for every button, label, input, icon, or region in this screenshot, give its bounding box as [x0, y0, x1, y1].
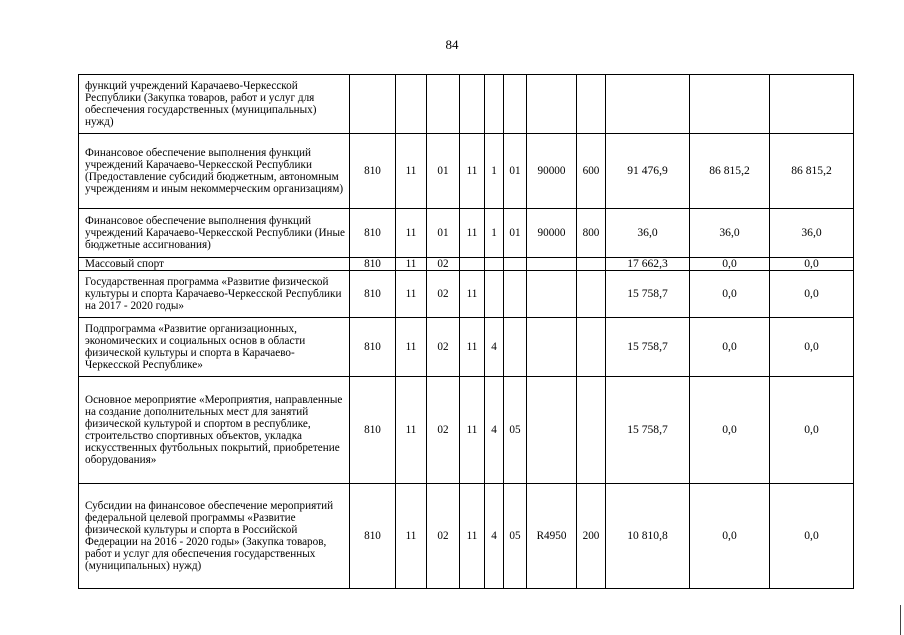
amount-col2: 0,0	[690, 377, 770, 484]
section-code	[396, 75, 427, 134]
amount-col1	[606, 75, 690, 134]
amount-col3: 0,0	[770, 484, 854, 589]
event-code	[504, 271, 527, 318]
subprogram-code: 4	[485, 318, 504, 377]
subsection-code: 02	[427, 484, 460, 589]
event-code: 01	[504, 134, 527, 209]
amount-col3: 0,0	[770, 318, 854, 377]
program-code: 11	[460, 377, 485, 484]
ministry-code: 810	[350, 484, 396, 589]
section-code: 11	[396, 484, 427, 589]
amount-col3: 36,0	[770, 209, 854, 258]
row-name: Государственная программа «Развитие физической культуры и спорта Карачаево-Черкесской Республики на 2017 - 2020 годы»	[79, 271, 350, 318]
amount-col3	[770, 75, 854, 134]
amount-col3: 0,0	[770, 377, 854, 484]
table-row	[79, 209, 854, 258]
ministry-code: 810	[350, 134, 396, 209]
event-code	[504, 75, 527, 134]
expense-type-code: 800	[577, 209, 606, 258]
event-code	[504, 258, 527, 271]
section-code: 11	[396, 377, 427, 484]
event-code: 01	[504, 209, 527, 258]
ministry-code: 810	[350, 258, 396, 271]
subsection-code: 01	[427, 209, 460, 258]
subsection-code: 02	[427, 258, 460, 271]
amount-col2: 86 815,2	[690, 134, 770, 209]
subprogram-code: 1	[485, 209, 504, 258]
subsection-code: 02	[427, 377, 460, 484]
section-code: 11	[396, 258, 427, 271]
program-code: 11	[460, 271, 485, 318]
amount-col2	[690, 75, 770, 134]
amount-col1: 15 758,7	[606, 271, 690, 318]
expense-type-code	[577, 258, 606, 271]
row-name: функций учреждений Карачаево-Черкесской Республики (Закупка товаров, работ и услуг для обеспечения государственных (муниципальных) нужд)	[79, 75, 350, 134]
row-name: Финансовое обеспечение выполнения функций учреждений Карачаево-Черкесской Республики (Иные бюджетные ассигнования)	[79, 209, 350, 258]
amount-col2: 0,0	[690, 258, 770, 271]
direction-code: 90000	[527, 134, 577, 209]
subprogram-code: 4	[485, 484, 504, 589]
subprogram-code: 4	[485, 377, 504, 484]
amount-col1: 36,0	[606, 209, 690, 258]
subprogram-code	[485, 75, 504, 134]
event-code: 05	[504, 484, 527, 589]
expense-type-code	[577, 75, 606, 134]
expense-type-code	[577, 318, 606, 377]
direction-code: R4950	[527, 484, 577, 589]
budget-table	[78, 74, 854, 589]
program-code: 11	[460, 134, 485, 209]
row-name: Массовый спорт	[79, 258, 350, 271]
event-code	[504, 318, 527, 377]
amount-col2: 0,0	[690, 271, 770, 318]
section-code: 11	[396, 134, 427, 209]
scan-edge-mark	[900, 605, 901, 635]
amount-col3: 0,0	[770, 258, 854, 271]
expense-type-code	[577, 271, 606, 318]
direction-code: 90000	[527, 209, 577, 258]
ministry-code: 810	[350, 271, 396, 318]
subprogram-code: 1	[485, 134, 504, 209]
ministry-code: 810	[350, 377, 396, 484]
amount-col1: 10 810,8	[606, 484, 690, 589]
subsection-code: 01	[427, 134, 460, 209]
subprogram-code	[485, 258, 504, 271]
amount-col1: 91 476,9	[606, 134, 690, 209]
section-code: 11	[396, 271, 427, 318]
direction-code	[527, 318, 577, 377]
row-name: Субсидии на финансовое обеспечение мероприятий федеральной целевой программы «Развитие физической культуры и спорта в Российской Федерации на 2016 - 2020 годы» (Закупка товаров, работ и услуг для обеспечения государственных (муниципальных) нужд)	[79, 484, 350, 589]
section-code: 11	[396, 209, 427, 258]
direction-code	[527, 75, 577, 134]
direction-code	[527, 271, 577, 318]
subsection-code: 02	[427, 318, 460, 377]
program-code	[460, 258, 485, 271]
table-row	[79, 75, 854, 134]
expense-type-code: 600	[577, 134, 606, 209]
ministry-code: 810	[350, 318, 396, 377]
amount-col2: 36,0	[690, 209, 770, 258]
ministry-code: 810	[350, 209, 396, 258]
row-name: Основное мероприятие «Мероприятия, направленные на создание дополнительных мест для занятий физической культурой и спортом в республике, строительство спортивных объектов, укладка искусственных футбольных покрытий, приобретение оборудования»	[79, 377, 350, 484]
subsection-code	[427, 75, 460, 134]
table-row	[79, 484, 854, 589]
expense-type-code	[577, 377, 606, 484]
amount-col3: 0,0	[770, 271, 854, 318]
event-code: 05	[504, 377, 527, 484]
table-row	[79, 134, 854, 209]
amount-col1: 15 758,7	[606, 318, 690, 377]
table-row	[79, 271, 854, 318]
program-code: 11	[460, 484, 485, 589]
program-code: 11	[460, 209, 485, 258]
program-code	[460, 75, 485, 134]
ministry-code	[350, 75, 396, 134]
direction-code	[527, 377, 577, 484]
amount-col3: 86 815,2	[770, 134, 854, 209]
expense-type-code: 200	[577, 484, 606, 589]
program-code: 11	[460, 318, 485, 377]
subprogram-code	[485, 271, 504, 318]
amount-col1: 15 758,7	[606, 377, 690, 484]
table-row	[79, 318, 854, 377]
section-code: 11	[396, 318, 427, 377]
subsection-code: 02	[427, 271, 460, 318]
table-row	[79, 258, 854, 271]
amount-col2: 0,0	[690, 318, 770, 377]
direction-code	[527, 258, 577, 271]
row-name: Финансовое обеспечение выполнения функций учреждений Карачаево-Черкесской Республики (Предоставление субсидий бюджетным, автономным учреждениям и иным некоммерческим организациям)	[79, 134, 350, 209]
table-row	[79, 377, 854, 484]
amount-col2: 0,0	[690, 484, 770, 589]
row-name: Подпрограмма «Развитие организационных, экономических и социальных основ в области физической культуры и спорта в Карачаево-Черкесской Республике»	[79, 318, 350, 377]
page-number: 84	[445, 37, 459, 52]
amount-col1: 17 662,3	[606, 258, 690, 271]
